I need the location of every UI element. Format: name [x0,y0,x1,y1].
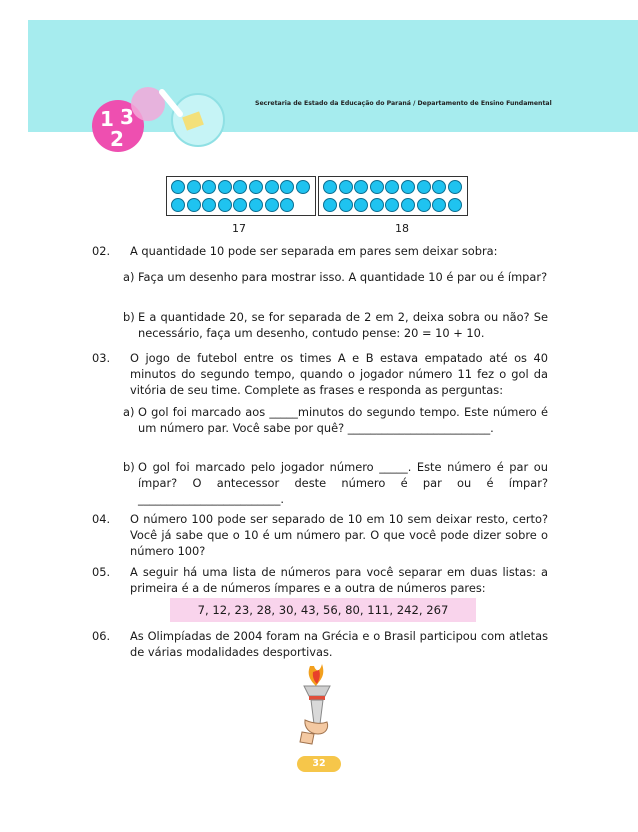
bead [448,180,462,194]
bead [218,198,232,212]
bead [171,198,185,212]
bead [339,180,353,194]
item-label: a) [123,270,135,284]
question-number: 05. [92,565,111,579]
bead [432,180,446,194]
bead [401,198,415,212]
bead-frame-18 [318,176,468,216]
bead [385,198,399,212]
item-text: O gol foi marcado pelo jogador número _____. Este número é par ou ímpar? O antecessor deste número é par ou é ímpar? _________________________. [138,460,548,506]
number-list: 7, 12, 23, 28, 30, 43, 56, 80, 111, 242, 267 [170,598,476,622]
bead [385,180,399,194]
bead [370,198,384,212]
item-text: O gol foi marcado aos _____minutos do segundo tempo. Este número é um número par. Você sabe por quê? _________________________. [138,405,548,435]
bead [187,198,201,212]
question-number: 06. [92,629,111,643]
bead [280,198,294,212]
figure-label-17: 17 [232,222,246,235]
logo-digit: 1 [100,107,114,131]
bead [448,198,462,212]
item-label: a) [123,405,135,419]
question-number: 03. [92,351,111,365]
question-number: 02. [92,244,111,258]
bead [417,198,431,212]
question-text: A seguir há uma lista de números para você separar em duas listas: a primeira é a de números ímpares e a outra de números pares: [130,565,548,595]
olympic-torch-icon [292,662,342,748]
bead [339,198,353,212]
item-text: Faça um desenho para mostrar isso. A quantidade 10 é par ou é ímpar? [138,270,548,284]
bead [323,180,337,194]
header-text: Secretaria de Estado da Educação do Paraná / Departamento de Ensino Fundamental [255,100,552,107]
bead [296,180,310,194]
question-text: O jogo de futebol entre os times A e B estava empatado até os 40 minutos do segundo tempo, quando o jogador número 11 fez o gol da vitória de seu time. Complete as frases e responda as perguntas: [130,351,548,397]
bead [401,180,415,194]
item-label: b) [123,310,135,324]
bead [280,180,294,194]
bead [432,198,446,212]
bead [417,180,431,194]
math-logo-icon [90,84,230,160]
logo-digit: 3 [120,105,134,129]
bead [233,180,247,194]
bead [354,198,368,212]
bead [249,180,263,194]
question-text: As Olimpíadas de 2004 foram na Grécia e o Brasil participou com atletas de várias modalidades desportivas. [130,629,548,659]
bead [265,180,279,194]
bead [187,180,201,194]
bead [370,180,384,194]
bead [354,180,368,194]
bead [202,198,216,212]
question-text: O número 100 pode ser separado de 10 em 10 sem deixar resto, certo? Você já sabe que o 10 é um número par. O que você pode dizer sobre o número 100? [130,512,548,558]
bead [202,180,216,194]
figure-label-18: 18 [395,222,409,235]
item-label: b) [123,460,135,474]
bead [233,198,247,212]
bead-frame-17 [166,176,316,216]
bead [323,198,337,212]
page-number-badge: 32 [297,756,341,772]
bead [249,198,263,212]
question-number: 04. [92,512,111,526]
bead [171,180,185,194]
item-text: E a quantidade 20, se for separada de 2 em 2, deixa sobra ou não? Se necessário, faça um desenho, contudo pense: 20 = 10 + 10. [138,310,548,340]
bead [265,198,279,212]
question-text: A quantidade 10 pode ser separada em pares sem deixar sobra: [130,244,498,258]
bead [218,180,232,194]
logo-digit: 2 [110,127,124,151]
